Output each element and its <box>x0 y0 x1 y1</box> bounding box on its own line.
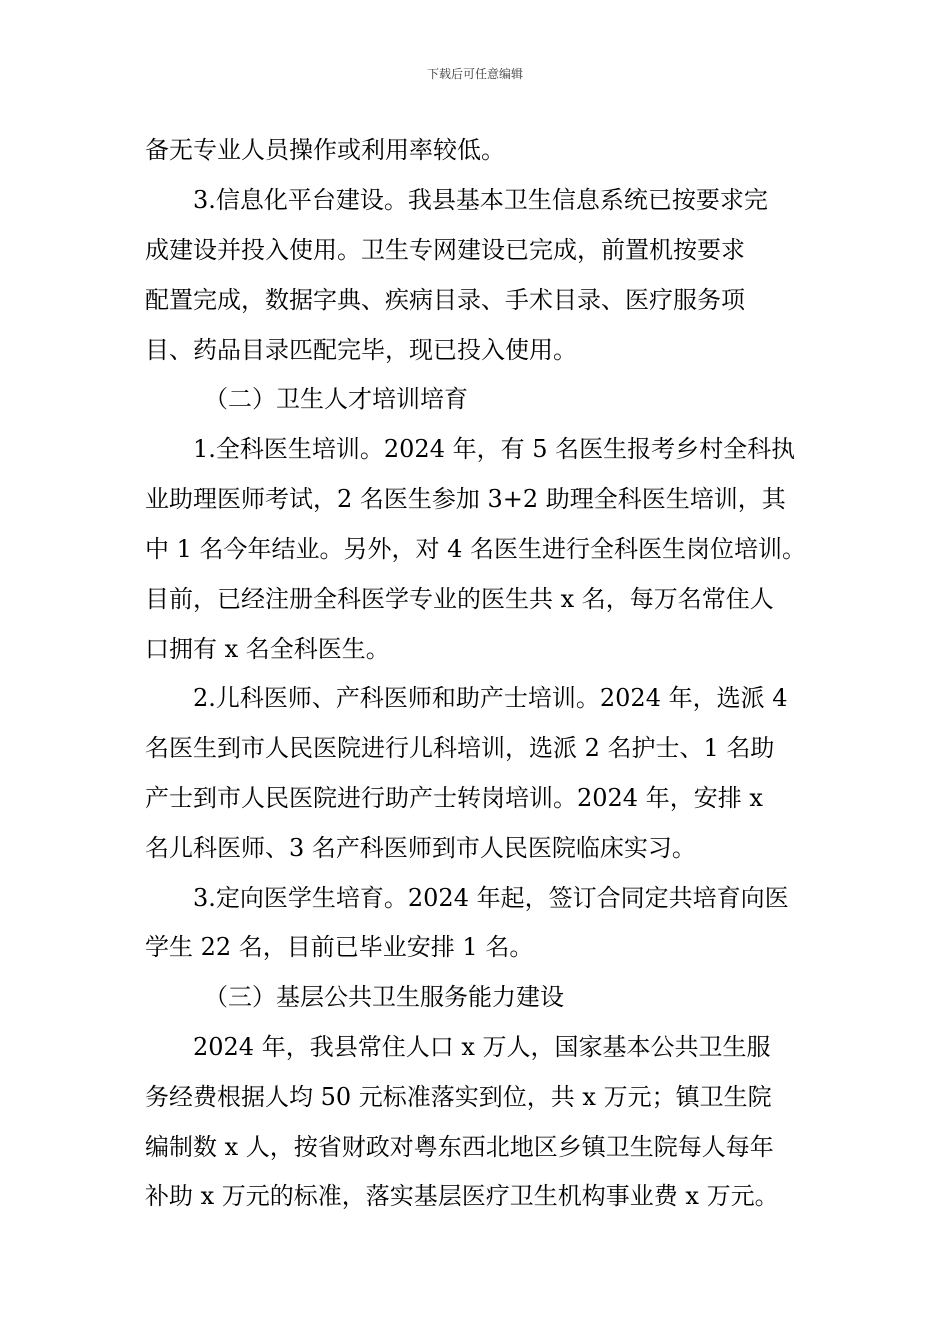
text-line-13: 名医生到市人民医院进行儿科培训，选派 2 名护士、1 名助 <box>145 734 775 762</box>
section-heading-2: （二）卫生人才培训培育 <box>204 385 468 413</box>
text-line-21: 编制数 x 人，按省财政对粤东西北地区乡镇卫生院每人每年 <box>145 1133 774 1161</box>
text-line-4: 配置完成，数据字典、疾病目录、手术目录、医疗服务项 <box>145 286 745 314</box>
text-line-22: 补助 x 万元的标准，落实基层医疗卫生机构事业费 x 万元。 <box>145 1182 779 1210</box>
text-line-7: 1.全科医生培训。2024 年，有 5 名医生报考乡村全科执 <box>193 435 796 463</box>
text-line-3: 成建设并投入使用。卫生专网建设已完成，前置机按要求 <box>145 236 745 264</box>
text-line-10: 目前，已经注册全科医学专业的医生共 x 名，每万名常住人 <box>145 585 774 613</box>
text-line-20: 务经费根据人均 50 元标准落实到位，共 x 万元；镇卫生院 <box>145 1083 772 1111</box>
text-line-1: 备无专业人员操作或利用率较低。 <box>145 136 505 164</box>
text-line-5: 目、药品目录匹配完毕，现已投入使用。 <box>145 336 577 364</box>
page-header: 下载后可任意编辑 <box>426 67 523 81</box>
text-line-15: 名儿科医师、3 名产科医师到市人民医院临床实习。 <box>145 834 696 862</box>
text-line-12: 2.儿科医师、产科医师和助产士培训。2024 年，选派 4 <box>193 684 788 712</box>
section-heading-3: （三）基层公共卫生服务能力建设 <box>204 983 564 1011</box>
text-line-19: 2024 年，我县常住人口 x 万人，国家基本公共卫生服 <box>193 1033 771 1061</box>
text-line-2: 3.信息化平台建设。我县基本卫生信息系统已按要求完 <box>193 186 768 214</box>
text-line-11: 口拥有 x 名全科医生。 <box>145 635 390 663</box>
text-line-17: 学生 22 名，目前已毕业安排 1 名。 <box>145 933 534 961</box>
text-line-8: 业助理医师考试，2 名医生参加 3+2 助理全科医生培训，其 <box>145 485 786 513</box>
text-line-16: 3.定向医学生培育。2024 年起，签订合同定共培育向医 <box>193 884 789 912</box>
text-line-9: 中 1 名今年结业。另外，对 4 名医生进行全科医生岗位培训。 <box>145 535 807 563</box>
text-line-14: 产士到市人民医院进行助产士转岗培训。2024 年，安排 x <box>145 784 763 812</box>
